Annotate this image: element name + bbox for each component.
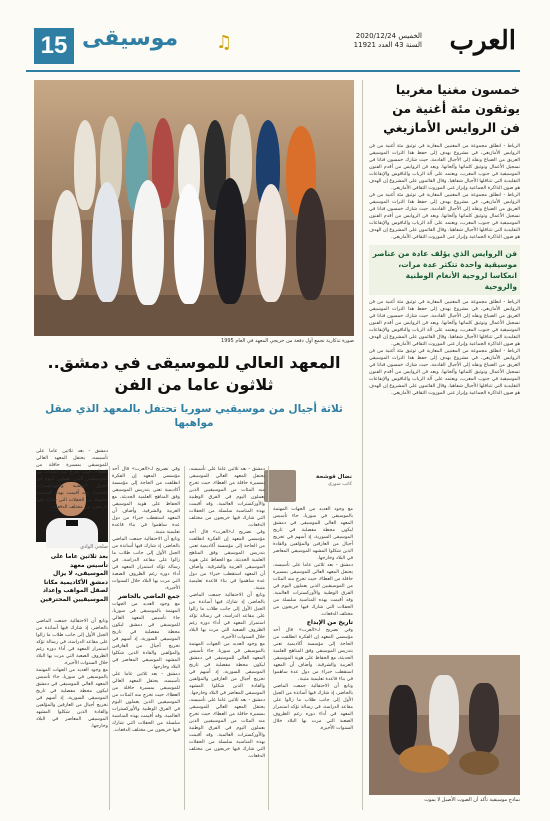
- column-divider: [362, 80, 363, 810]
- subhead-history: تاريخ من الإبداع: [306, 619, 353, 626]
- side-highlight: فن الروايس الذي يؤلف عادة من عناصر موسيقية واحدة تتكثر عدة مرات، انعكاسا لروحية الأنغام الوطنية والروحية: [369, 245, 520, 295]
- body-column-1: [273, 506, 353, 806]
- page-number: 15: [34, 28, 74, 64]
- author-name: نضال قوشحة: [316, 474, 352, 480]
- body-text: مع وجود العديد من الجهات المهتمة بالموسيقى في سوريا، جاء تأسيس المعهد العالي للموسيقى في دمشق ليكون محطة مفصلية في تاريخ الموسيقى السورية، إذ أسهم في تخريج أجيال من العازفين والمؤلفين والقادة الذين شكلوا المشهد الموسيقي المعاصر في البلاد وخارجها.: [189, 642, 265, 696]
- author-role: كاتب سوري: [328, 482, 352, 487]
- body-column-4: [36, 618, 108, 808]
- body-column-4-top: [36, 448, 108, 510]
- body-text: مع وجود العديد من الجهات المهتمة بالموسيقى في سوريا، جاء تأسيس المعهد العالي للموسيقى في دمشق ليكون محطة مفصلية في تاريخ الموسيقى السورية، إذ أسهم في تخريج أجيال من العازفين والمؤلفين والقادة الذين شكلوا المشهد الموسيقي المعاصر في البلاد وخارجها.: [273, 507, 353, 561]
- body-text: مع وجود العديد من الجهات المهتمة بالموسيقى في سوريا، جاء تأسيس المعهد العالي للموسيقى في دمشق ليكون محطة مفصلية في تاريخ الموسيقى السورية، إذ أسهم في تخريج أجيال من العازفين والمؤلفين والقادة الذين شكلوا المشهد الموسيقي المعاصر في البلاد وخارجها.: [112, 602, 180, 670]
- body-column-2: [189, 466, 265, 810]
- side-headline: خمسون مغنيا مغربيا يوثقون مئة أغنية من فن الروايس الأمازيغي: [383, 82, 520, 135]
- body-text: دمشق - بعد ثلاثين عاما على تأسيسه، يحتفل المعهد العالي للموسيقى بمسيرة حافلة من العطاء، حيث تخرج منه المئات من الموسيقيين الذين يعملون اليوم في الفرق الوطنية والأوركسترات العالمية. وقد أقيمت بهذه المناسبة سلسلة من الحفلات التي شارك فيها خريجون من مختلف الدفعات.: [112, 672, 180, 733]
- side-body-more: الرباط - انطلق مجموعة من المغنيين المغاربة في توثيق مئة أغنية من فن الروايس الأمازيغي، في مشروع يهدف إلى حفظ هذا التراث الموسيقي العريق من الضياع ونقله إلى الأجيال القادمة، حيث شارك خمسون فنانا في تسجيل الأعمال وتوثيق كلماتها وألحانها. ويعد فن الروايس من أقدم الفنون الموسيقية في جنوب المغرب، ويعتمد على آلة الرباب والناقوس والإيقاعات التقليدية التي تتناقلها الأجيال شفاهيا. وقال القائمون على المشروع إن الهدف هو صون الذاكرة الجماعية وإبراز غنى الموروث الثقافي الأمازيغي.: [369, 300, 520, 347]
- header-rule: [26, 70, 520, 72]
- body-text: دمشق - بعد ثلاثين عاما على تأسيسه، يحتفل المعهد العالي للموسيقى بمسيرة حافلة من العطاء، حيث تخرج منه المئات من الموسيقيين الذين يعملون اليوم في الفرق الوطنية والأوركسترات العالمية. وقد أقيمت بهذه المناسبة سلسلة من الحفلات التي شارك فيها خريجون من مختلف الدفعات.: [189, 698, 265, 759]
- body-text: دمشق - بعد ثلاثين عاما على تأسيسه، يحتفل المعهد العالي للموسيقى بمسيرة حافلة من العطاء، حيث تخرج منه المئات من الموسيقيين الذين يعملون اليوم في الفرق الوطنية والأوركسترات العالمية. وقد أقيمت بهذه المناسبة سلسلة من الحفلات التي شارك فيها خريجون من مختلف الدفعات.: [189, 467, 265, 528]
- side-body: الرباط - انطلق مجموعة من المغنيين المغاربة في توثيق مئة أغنية من فن الروايس الأمازيغي، في مشروع يهدف إلى حفظ هذا التراث الموسيقي العريق من الضياع ونقله إلى الأجيال القادمة، حيث شارك خمسون فنانا في تسجيل الأعمال وتوثيق كلماتها وألحانها. ويعد فن الروايس من أقدم الفنون الموسيقية في جنوب المغرب، ويعتمد على آلة الرباب والناقوس والإيقاعات التقليدية التي تتناقلها الأجيال شفاهيا. وقال القائمون على المشروع إن الهدف هو صون الذاكرة الجماعية وإبراز غنى الموروث الثقافي الأمازيغي.: [369, 144, 520, 191]
- body-text: وتابع أن الاحتفالية جمعت الماضي بالحاضر، إذ شارك فيها أساتذة من الجيل الأول إلى جانب طلاب ما زالوا على مقاعد الدراسة، في رسالة تؤكد استمرار المعهد في أداء دوره رغم الظروف الصعبة التي مرت بها البلاد خلال السنوات الأخيرة.: [112, 537, 180, 591]
- pull-quote: بعد ثلاثين عاما على تأسيس معهد الموسيقى، لا يزال دمشق الأكاديمية مكانا لصقل المواهب وإعداد الموسيقيين المحترفين: [40, 553, 108, 603]
- body-text: وتابع أن الاحتفالية جمعت الماضي بالحاضر، إذ شارك فيها أساتذة من الجيل الأول إلى جانب طلاب ما زالوا على مقاعد الدراسة، في رسالة تؤكد استمرار المعهد في أداء دوره رغم الظروف الصعبة التي مرت بها البلاد خلال السنوات الأخيرة.: [36, 619, 108, 666]
- body-text: وتابع أن الاحتفالية جمعت الماضي بالحاضر، إذ شارك فيها أساتذة من الجيل الأول إلى جانب طلاب ما زالوا على مقاعد الدراسة، في رسالة تؤكد استمرار المعهد في أداء دوره رغم الظروف الصعبة التي مرت بها البلاد خلال السنوات الأخيرة.: [273, 684, 353, 731]
- group-photo-caption: صورة تذكارية تجمع أول دفعة من خريجي المعهد في العام 1995: [221, 338, 354, 344]
- body-text: وفي تصريح لـ«العرب» قال أحد مؤسسي المعهد إن الفكرة انطلقت من الحاجة إلى مؤسسة أكاديمية تعنى بتدريس الموسيقى وفق المناهج العلمية الحديثة، مع الحفاظ على هوية الموسيقى العربية والشرقية. وأضاف أن المعهد استقطب خبراء من دول عدة ساهموا في بناء قاعدة تعليمية متينة.: [112, 467, 180, 535]
- body-text: مع وجود العديد من الجهات المهتمة بالموسيقى في سوريا، جاء تأسيس المعهد العالي للموسيقى في دمشق ليكون محطة مفصلية في تاريخ الموسيقى السورية، إذ أسهم في تخريج أجيال من العازفين والمؤلفين والقادة الذين شكلوا المشهد الموسيقي المعاصر في البلاد وخارجها.: [36, 668, 108, 729]
- body-text: وفي تصريح لـ«العرب» قال أحد مؤسسي المعهد إن الفكرة انطلقت من الحاجة إلى مؤسسة أكاديمية تعنى بتدريس الموسيقى وفق المناهج العلمية الحديثة، مع الحفاظ على هوية الموسيقى العربية والشرقية. وأضاف أن المعهد استقطب خبراء من دول عدة ساهموا في بناء قاعدة تعليمية متينة.: [273, 628, 353, 682]
- side-body-extra: الرباط - انطلق مجموعة من المغنيين المغاربة في توثيق مئة أغنية من فن الروايس الأمازيغي، في مشروع يهدف إلى حفظ هذا التراث الموسيقي العريق من الضياع ونقله إلى الأجيال القادمة، حيث شارك خمسون فنانا في تسجيل الأعمال وتوثيق كلماتها وألحانها. ويعد فن الروايس من أقدم الفنون الموسيقية في جنوب المغرب، ويعتمد على آلة الرباب والناقوس والإيقاعات التقليدية التي تتناقلها الأجيال شفاهيا. وقال القائمون على المشروع إن الهدف هو صون الذاكرة الجماعية وإبراز غنى الموروث الثقافي الأمازيغي.: [369, 349, 520, 396]
- issue-line: السنة 43 العدد 11921: [353, 41, 422, 49]
- column-divider: [109, 466, 110, 810]
- body-text: دمشق - بعد ثلاثين عاما على تأسيسه، يحتفل المعهد العالي للموسيقى بمسيرة حافلة من العطاء، حيث تخرج منه المئات من الموسيقيين الذين يعملون اليوم في الفرق الوطنية والأوركسترات العالمية. وقد أقيمت بهذه المناسبة سلسلة من الحفلات التي شارك فيها خريجون من مختلف الدفعات.: [36, 449, 108, 510]
- subhead-present: جمع الماضي بالحاضر: [118, 593, 180, 600]
- portrait-credit: صلحي الوادي: [80, 544, 108, 550]
- column-divider: [268, 466, 269, 810]
- musicians-photo-caption: نماذج موسيقية تأكد أن الصوت الأصيل لا يموت: [424, 797, 520, 803]
- group-photo: [34, 80, 354, 336]
- column-divider: [184, 466, 185, 810]
- musicians-photo: [369, 655, 520, 795]
- body-text: دمشق - بعد ثلاثين عاما على تأسيسه، يحتفل المعهد العالي للموسيقى بمسيرة حافلة من العطاء، حيث تخرج منه المئات من الموسيقيين الذين يعملون اليوم في الفرق الوطنية والأوركسترات العالمية. وقد أقيمت بهذه المناسبة سلسلة من الحفلات التي شارك فيها خريجون من مختلف الدفعات.: [273, 563, 353, 617]
- issue-date: [344, 32, 422, 50]
- section-title: موسيقى: [82, 26, 179, 51]
- music-notes-icon: ♫: [216, 32, 233, 53]
- body-text: وفي تصريح لـ«العرب» قال أحد مؤسسي المعهد إن الفكرة انطلقت من الحاجة إلى مؤسسة أكاديمية تعنى بتدريس الموسيقى وفق المناهج العلمية الحديثة، مع الحفاظ على هوية الموسيقى العربية والشرقية. وأضاف أن المعهد استقطب خبراء من دول عدة ساهموا في بناء قاعدة تعليمية متينة.: [189, 530, 265, 591]
- body-text: وتابع أن الاحتفالية جمعت الماضي بالحاضر، إذ شارك فيها أساتذة من الجيل الأول إلى جانب طلاب ما زالوا على مقاعد الدراسة، في رسالة تؤكد استمرار المعهد في أداء دوره رغم الظروف الصعبة التي مرت بها البلاد خلال السنوات الأخيرة.: [189, 593, 265, 640]
- side-body-cont: الرباط - انطلق مجموعة من المغنيين المغاربة في توثيق مئة أغنية من فن الروايس الأمازيغي، في مشروع يهدف إلى حفظ هذا التراث الموسيقي العريق من الضياع ونقله إلى الأجيال القادمة، حيث شارك خمسون فنانا في تسجيل الأعمال وتوثيق كلماتها وألحانها. ويعد فن الروايس من أقدم الفنون الموسيقية في جنوب المغرب، ويعتمد على آلة الرباب والناقوس والإيقاعات التقليدية التي تتناقلها الأجيال شفاهيا. وقال القائمون على المشروع إن الهدف هو صون الذاكرة الجماعية وإبراز غنى الموروث الثقافي الأمازيغي.: [369, 193, 520, 240]
- body-column-3: [112, 466, 180, 810]
- main-subtitle: ثلاثة أجيال من موسيقيي سوريا تحتفل بالمعهد الذي صقل مواهبها: [45, 403, 343, 429]
- date-line: الخميس 2020/12/24: [355, 32, 422, 40]
- main-title: المعهد العالي للموسيقى في دمشق.. ثلاثون عاما من الفن: [47, 353, 341, 394]
- newspaper-logo: العرب: [449, 26, 516, 56]
- page-header: [26, 24, 520, 72]
